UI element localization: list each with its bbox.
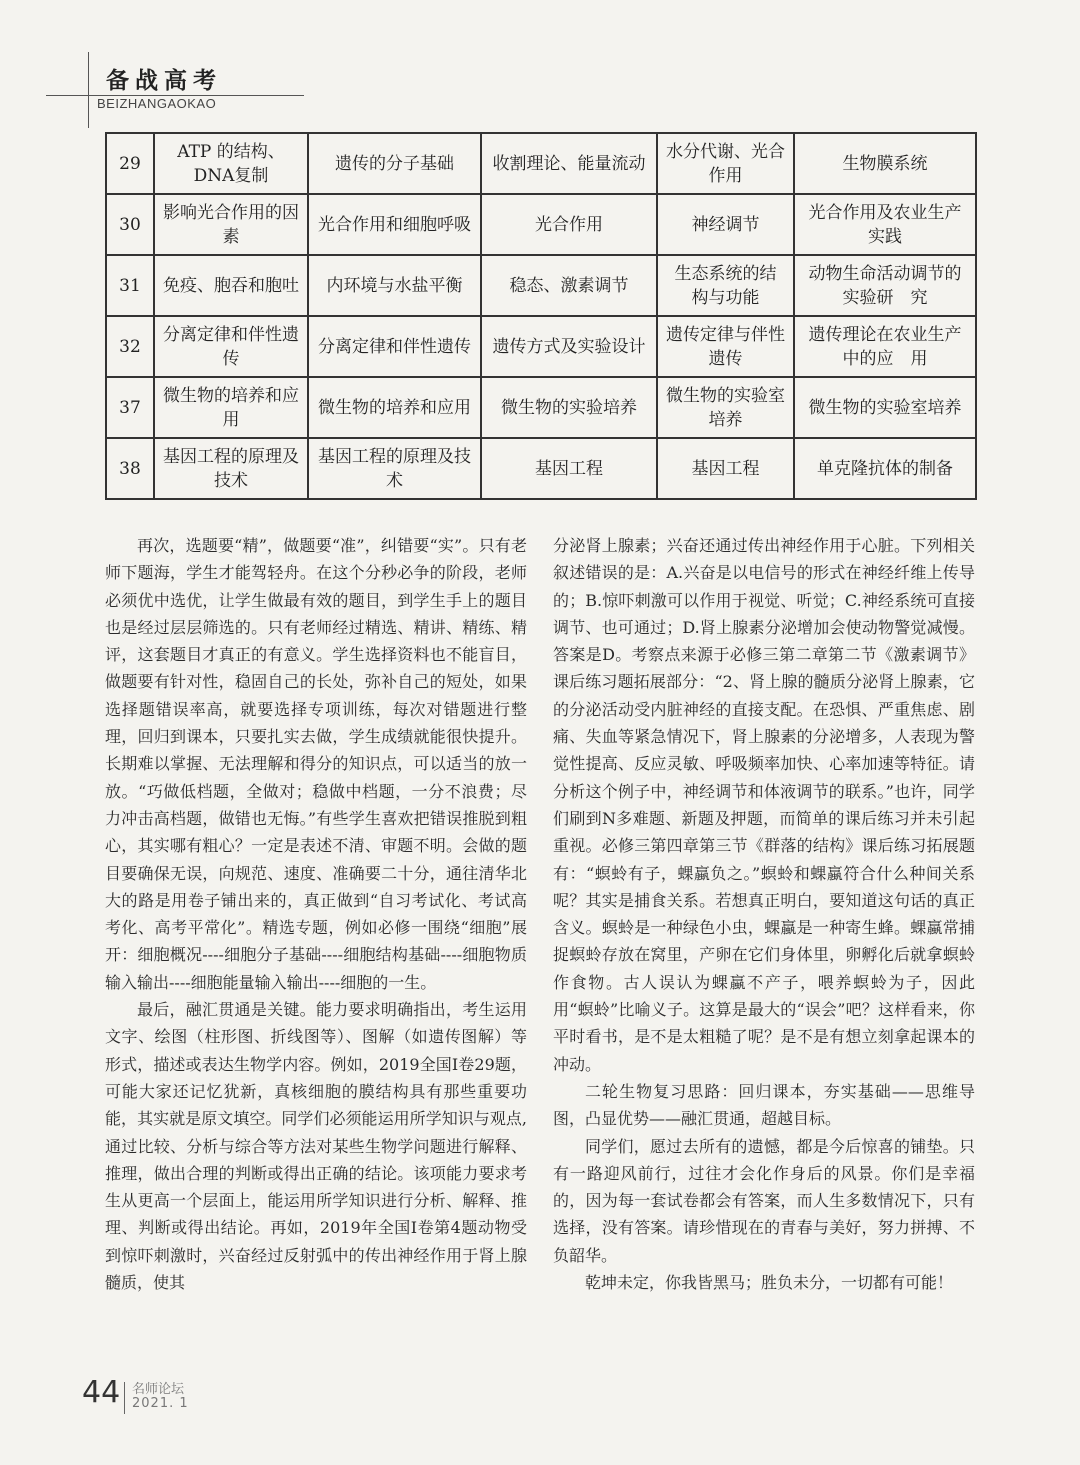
table-cell: 分离定律和伴性遗传 [308,316,481,377]
table-cell: 微生物的实验室培养 [657,377,794,438]
table-cell: 单克隆抗体的制备 [794,438,976,499]
table-cell: 微生物的实验室培养 [794,377,976,438]
table-cell: 内环境与水盐平衡 [308,255,481,316]
table-cell: 基因工程的原理及技术 [154,438,308,499]
table-cell: 基因工程的原理及技术 [308,438,481,499]
table-cell: 免疫、胞吞和胞吐 [154,255,308,316]
table-cell: 收割理论、能量流动 [481,133,657,194]
section-subtitle: BEIZHANGAOKAO [97,96,217,111]
table-cell: 光合作用和细胞呼吸 [308,194,481,255]
table-cell: 神经调节 [657,194,794,255]
table-cell: 影响光合作用的因素 [154,194,308,255]
table-cell: 光合作用 [481,194,657,255]
page-number: 44 [82,1375,121,1410]
exam-topic-table [105,132,977,500]
table-row [106,438,976,499]
table-cell: 遗传理论在农业生产中的应 用 [794,316,976,377]
table-row [106,133,976,194]
table-cell: ATP 的结构、DNA复制 [154,133,308,194]
table-cell: 水分代谢、光合作用 [657,133,794,194]
table-cell: 生态系统的结 构与功能 [657,255,794,316]
paragraph: 同学们，愿过去所有的遗憾，都是今后惊喜的铺垫。只有一路迎风前行，过往才会化作身后的风景。你们是幸福的，因为每一套试卷都会有答案，而人生多数情况下，只有选择，没有答案。请珍惜现在的青春与美好，努力拼搏、不负韶华。 [553,1136,975,1265]
table-cell: 光合作用及农业生产实践 [794,194,976,255]
paragraph: 乾坤未定，你我皆黑马；胜负未分，一切都有可能！ [585,1273,954,1293]
journal-name: 名师论坛 [132,1382,185,1397]
article-column-left [105,532,527,1296]
question-number-cell: 38 [106,438,154,499]
table-row [106,194,976,255]
section-title: 备战高考 [106,68,222,94]
journal-issue: 2021. 1 [132,1396,189,1411]
table-cell: 基因工程 [657,438,794,499]
table-cell: 遗传方式及实验设计 [481,316,657,377]
table-row [106,316,976,377]
table-cell: 遗传的分子基础 [308,133,481,194]
table-cell: 微生物的培养和应用 [308,377,481,438]
question-number-cell: 32 [106,316,154,377]
question-number-cell: 30 [106,194,154,255]
paragraph-continued: 分泌肾上腺素；兴奋还通过传出神经作用于心脏。下列相关叙述错误的是：A.兴奋是以电信号的形式在神经纤维上传导的；B.惊吓刺激可以作用于视觉、听觉；C.神经系统可直接调节、也可通过；D.肾上腺素分泌增加会使动物警觉减慢。答案是D。考察点来源于必修三第二章第二节《激素调节》课后练习题拓展部分：“2、肾上腺的髓质分泌肾上腺素，它的分泌活动受内脏神经的直接支配。在恐惧、严重焦虑、剧痛、失血等紧急情况下，肾上腺素的分泌增多，人表现为警觉性提高、反应灵敏、呼吸频率加快、心率加速等特征。请分析这个例子中，神经调节和体液调节的联系。”也许，同学们刷到N多难题、新题及押题，而简单的课后练习并未引起重视。必修三第四章第三节《群落的结构》课后练习拓展题有：“螟蛉有子，蜾蠃负之。”螟蛉和蜾蠃符合什么种间关系呢？其实是捕食关系。若想真正明白，要知道这句话的真正含义。螟蛉是一种绿色小虫，蜾蠃是一种寄生蜂。蜾蠃常捕捉螟蛉存放在窝里，产卵在它们身体里，卵孵化后就拿螟蛉作食物。古人误认为蜾蠃不产子，喂养螟蛉为子，因此用“螟蛉”比喻义子。这算是最大的“误会”吧？这样看来，你平时看书，是不是太粗糙了呢？是不是有想立刻拿起课本的冲动。 [553,536,975,1074]
table-cell: 遗传定律与伴性遗传 [657,316,794,377]
paragraph: 最后，融汇贯通是关键。能力要求明确指出，考生运用文字、绘图（柱形图、折线图等）、图解（如遗传图解）等形式，描述或表达生物学内容。例如，2019全国Ⅰ卷29题，可能大家还记忆犹新，真核细胞的膜结构具有那些重要功能，其实就是原文填空。同学们必须能运用所学知识与观点,通过比较、分析与综合等方法对某些生物学问题进行解释、推理，做出合理的判断或得出正确的结论。该项能力要求考生从更高一个层面上，能运用所学知识进行分析、解释、推理、判断或得出结论。再如，2019年全国Ⅰ卷第4题动物受到惊吓刺激时，兴奋经过反射弧中的传出神经作用于肾上腺髓质，使其 [105,1000,527,1293]
table-cell: 分离定律和伴性遗传 [154,316,308,377]
paragraph: 二轮生物复习思路：回归课本，夯实基础——思维导图，凸显优势——融汇贯通，超越目标。 [553,1081,975,1129]
footer-divider [124,1382,125,1414]
header-vertical-rule [88,52,89,128]
table-row [106,377,976,438]
table-cell: 微生物的实验培养 [481,377,657,438]
table-cell: 动物生命活动调节的实验研 究 [794,255,976,316]
table-cell: 基因工程 [481,438,657,499]
question-number-cell: 29 [106,133,154,194]
article-column-right [553,532,975,1296]
table-cell: 稳态、激素调节 [481,255,657,316]
paragraph: 再次，选题要“精”，做题要“准”，纠错要“实”。只有老师下题海，学生才能驾轻舟。在这个分秒必争的阶段，老师必须优中选优，让学生做最有效的题目，到学生手上的题目也是经过层层筛选的。只有老师经过精选、精讲、精练、精评，这套题目才真正的有意义。学生选择资料也不能盲目，做题要有针对性，稳固自己的长处，弥补自己的短处，如果选择题错误率高，就要选择专项训练，每次对错题进行整理，回归到课本，只要扎实去做，学生成绩就能很快提升。长期难以掌握、无法理解和得分的知识点，可以适当的放一放。“巧做低档题，全做对；稳做中档题，一分不浪费；尽力冲击高档题，做错也无悔。”有些学生喜欢把错误推脱到粗心，其实哪有粗心？一定是表述不清、审题不明。会做的题目要确保无误，向规范、速度、准确要二十分，通往清华北大的路是用卷子铺出来的，真正做到“自习考试化、考试高考化、高考平常化”。精选专题，例如必修一围绕“细胞”展开：细胞概况----细胞分子基础----细胞结构基础----细胞物质输入输出----细胞能量输入输出----细胞的一生。 [105,536,527,992]
table-row [106,255,976,316]
question-number-cell: 31 [106,255,154,316]
table-cell: 微生物的培养和应用 [154,377,308,438]
table-cell: 生物膜系统 [794,133,976,194]
question-number-cell: 37 [106,377,154,438]
